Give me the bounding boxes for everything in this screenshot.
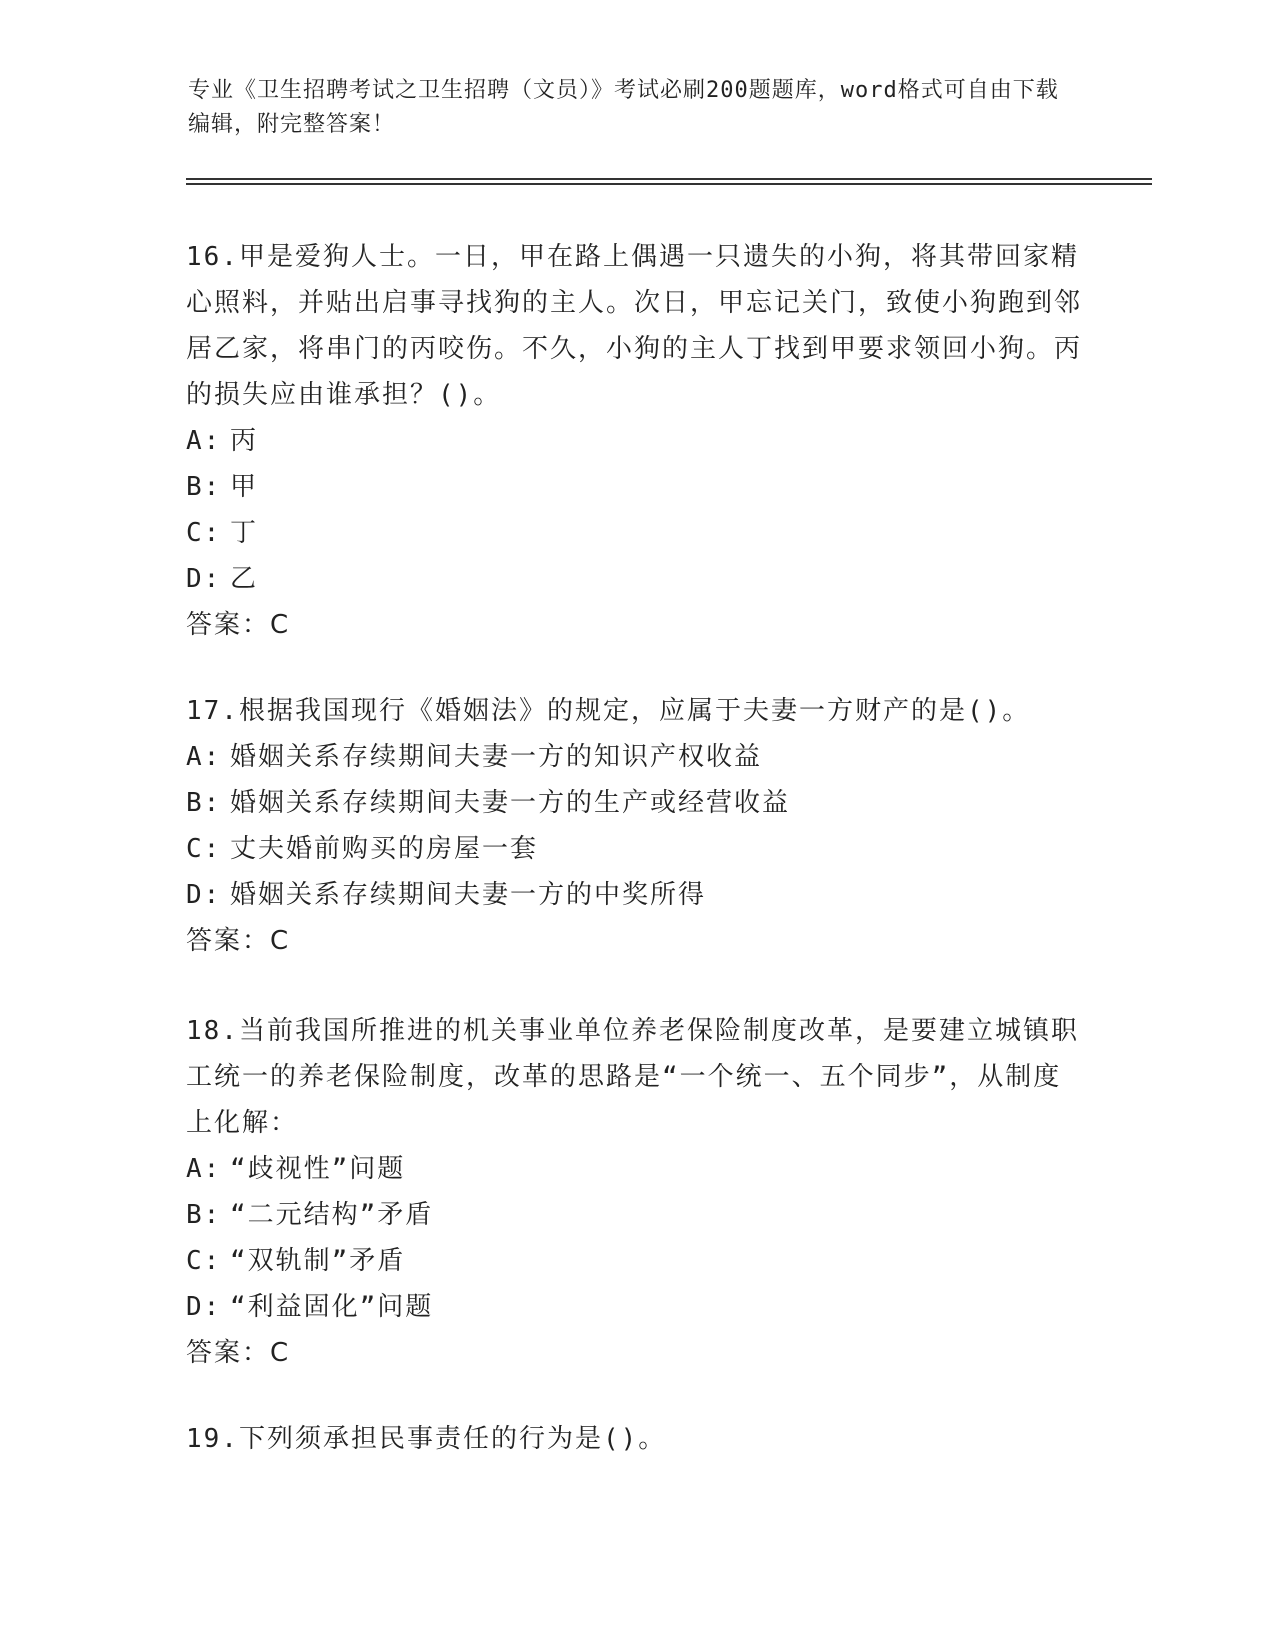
option-a	[186, 1146, 1086, 1192]
answer-line: 答案：C	[186, 610, 291, 640]
option-key: C:	[186, 1246, 222, 1276]
option-text: 丙	[230, 426, 259, 456]
option-key: A:	[186, 742, 222, 772]
option-d	[186, 1284, 1086, 1330]
option-text: 乙	[230, 564, 259, 594]
option-text: 婚姻关系存续期间夫妻一方的生产或经营收益	[230, 788, 791, 818]
option-text: “歧视性”问题	[230, 1154, 406, 1184]
question-18	[186, 1008, 1086, 1376]
option-b	[186, 780, 1086, 826]
option-c	[186, 1238, 1086, 1284]
option-key: B:	[186, 788, 222, 818]
option-text: 婚姻关系存续期间夫妻一方的知识产权收益	[230, 742, 763, 772]
question-16	[186, 234, 1086, 648]
option-key: A:	[186, 426, 222, 456]
option-text: “利益固化”问题	[230, 1292, 434, 1322]
option-key: C:	[186, 834, 222, 864]
option-text: 丁	[230, 518, 259, 548]
option-b	[186, 464, 1086, 510]
question-17	[186, 688, 1086, 964]
option-text: 甲	[230, 472, 259, 502]
header-divider-bottom	[186, 183, 1152, 185]
option-d	[186, 872, 1086, 918]
option-key: D:	[186, 564, 222, 594]
option-key: A:	[186, 1154, 222, 1184]
option-key: B:	[186, 1200, 222, 1230]
question-stem: 18.当前我国所推进的机关事业单位养老保险制度改革，是要建立城镇职工统一的养老保险制度，改革的思路是“一个统一、五个同步”，从制度上化解：	[186, 1016, 1079, 1138]
option-text: 丈夫婚前购买的房屋一套	[230, 834, 539, 864]
option-a	[186, 418, 1086, 464]
question-stem: 16.甲是爱狗人士。一日，甲在路上偶遇一只遗失的小狗，将其带回家精心照料，并贴出启事寻找狗的主人。次日，甲忘记关门，致使小狗跑到邻居乙家，将串门的丙咬伤。不久，小狗的主人丁找到甲要求领回小狗。丙的损失应由谁承担？()。	[186, 242, 1083, 410]
question-stem: 17.根据我国现行《婚姻法》的规定，应属于夫妻一方财产的是()。	[186, 696, 1031, 726]
option-c	[186, 826, 1086, 872]
option-key: B:	[186, 472, 222, 502]
option-c	[186, 510, 1086, 556]
document-header: 专业《卫生招聘考试之卫生招聘（文员）》考试必刷200题题库，word格式可自由下载编辑，附完整答案！	[188, 78, 1059, 137]
option-key: D:	[186, 1292, 222, 1322]
option-d	[186, 556, 1086, 602]
option-a	[186, 734, 1086, 780]
option-b	[186, 1192, 1086, 1238]
option-key: D:	[186, 880, 222, 910]
option-text: 婚姻关系存续期间夫妻一方的中奖所得	[230, 880, 707, 910]
option-text: “双轨制”矛盾	[230, 1246, 406, 1276]
header-divider-top	[186, 178, 1152, 180]
question-19	[186, 1416, 1086, 1462]
answer-line: 答案：C	[186, 1338, 291, 1368]
answer-line: 答案：C	[186, 926, 291, 956]
question-stem: 19.下列须承担民事责任的行为是()。	[186, 1424, 667, 1454]
option-text: “二元结构”矛盾	[230, 1200, 434, 1230]
option-key: C:	[186, 518, 222, 548]
